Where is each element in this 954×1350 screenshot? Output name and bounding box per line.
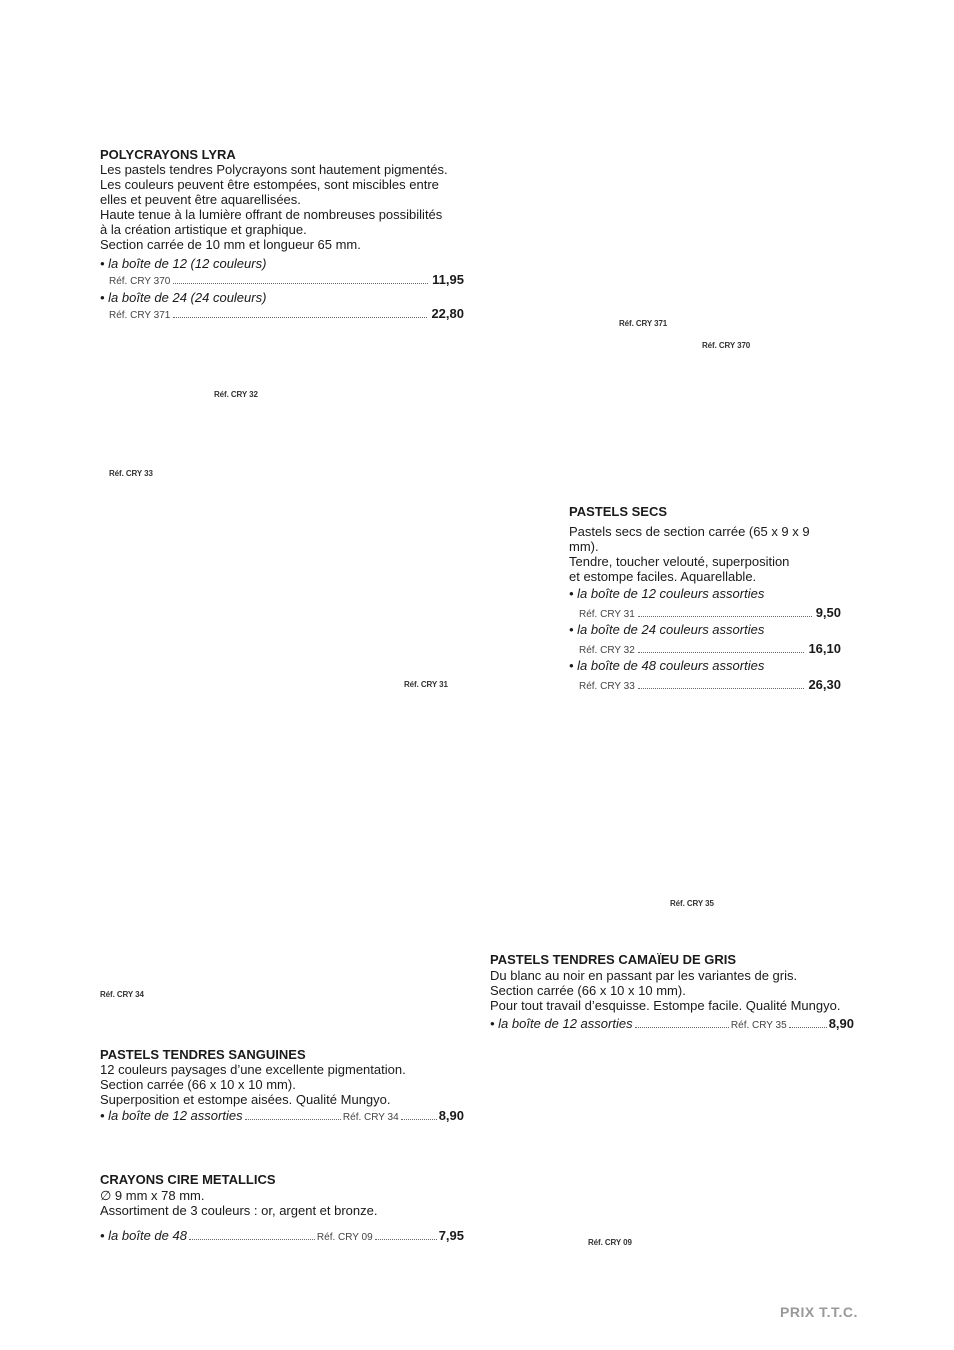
section-title: PASTELS TENDRES CAMAÏEU DE GRIS <box>490 952 737 967</box>
price: 7,95 <box>438 1228 464 1243</box>
leader-dots <box>789 1027 827 1028</box>
leader-dots <box>245 1119 341 1120</box>
section-description: 12 couleurs paysages d’une excellente pigmentation. Section carrée (66 x 10 x 10 mm). Superposition et estompe aisées. Qualité Mungyo. <box>100 1062 406 1107</box>
price: 8,90 <box>438 1108 464 1123</box>
pastels-secs-section <box>569 504 841 692</box>
price: 11,95 <box>432 272 464 287</box>
item-label: • la boîte de 24 couleurs assorties <box>569 622 765 637</box>
ref-code: Réf. CRY 35 <box>730 1020 787 1031</box>
leader-dots <box>638 616 812 617</box>
section-description: Pastels secs de section carrée (65 x 9 x 9 mm). Tendre, toucher velouté, superposition et estompe faciles. Aquarellable. <box>569 524 810 584</box>
item-label: • la boîte de 48 <box>100 1228 187 1243</box>
caption-cry-09: Réf. CRY 09 <box>588 1238 632 1247</box>
item-label: • la boîte de 24 (24 couleurs) <box>100 290 267 305</box>
ref-code: Réf. CRY 31 <box>579 609 635 620</box>
item-row <box>490 1016 854 1031</box>
price: 22,80 <box>431 306 464 321</box>
caption-cry-371: Réf. CRY 371 <box>619 319 668 328</box>
item-label: • la boîte de 12 couleurs assorties <box>569 586 765 601</box>
caption-cry-35: Réf. CRY 35 <box>670 899 714 908</box>
item-label: • la boîte de 12 (12 couleurs) <box>100 256 267 271</box>
ref-row <box>569 641 841 656</box>
ref-row <box>100 306 464 321</box>
section-title: CRAYONS CIRE METALLICS <box>100 1172 276 1187</box>
item-row <box>100 1228 464 1243</box>
price: 26,30 <box>808 677 841 692</box>
item-list <box>100 256 464 321</box>
section-title: POLYCRAYONS LYRA <box>100 147 236 162</box>
leader-dots <box>189 1239 315 1240</box>
item-label: • la boîte de 48 couleurs assorties <box>569 658 765 673</box>
polycrayons-section <box>100 147 464 321</box>
item-row <box>100 1108 464 1123</box>
leader-dots <box>638 688 805 689</box>
caption-cry-32: Réf. CRY 32 <box>214 390 258 399</box>
camaieu-section <box>490 952 854 1031</box>
cire-section <box>100 1172 464 1243</box>
section-description: ∅ 9 mm x 78 mm. Assortiment de 3 couleurs : or, argent et bronze. <box>100 1188 378 1218</box>
caption-cry-33: Réf. CRY 33 <box>109 469 153 478</box>
ref-code: Réf. CRY 371 <box>109 310 171 321</box>
price: 8,90 <box>828 1016 854 1031</box>
caption-cry-370: Réf. CRY 370 <box>702 341 751 350</box>
leader-dots <box>638 652 805 653</box>
section-description: Du blanc au noir en passant par les variantes de gris. Section carrée (66 x 10 x 10 mm). Pour tout travail d’esquisse. Estompe facile. Qualité Mungyo. <box>490 968 841 1013</box>
price: 16,10 <box>808 641 841 656</box>
sanguines-section <box>100 1047 464 1123</box>
leader-dots <box>173 283 428 284</box>
prix-ttc-footer: PRIX T.T.C. <box>780 1304 858 1320</box>
caption-cry-31: Réf. CRY 31 <box>404 680 448 689</box>
item-label: • la boîte de 12 assorties <box>100 1108 243 1123</box>
ref-row <box>569 605 841 620</box>
leader-dots <box>635 1027 729 1028</box>
ref-row <box>100 272 464 287</box>
section-description: Les pastels tendres Polycrayons sont hautement pigmentés. Les couleurs peuvent être estompées, sont miscibles entre elles et peuvent être aquarellisées. Haute tenue à la lumière offrant de nombreuses possibilités à la création artistique et graphique. Section carrée de 10 mm et longueur 65 mm. <box>100 162 448 252</box>
section-title: PASTELS TENDRES SANGUINES <box>100 1047 306 1062</box>
item-label: • la boîte de 12 assorties <box>490 1016 633 1031</box>
ref-row <box>569 677 841 692</box>
caption-cry-34: Réf. CRY 34 <box>100 990 144 999</box>
leader-dots <box>375 1239 437 1240</box>
ref-code: Réf. CRY 370 <box>109 276 171 287</box>
leader-dots <box>401 1119 437 1120</box>
ref-code: Réf. CRY 33 <box>579 681 635 692</box>
item-list <box>569 586 841 692</box>
ref-code: Réf. CRY 32 <box>579 645 635 656</box>
ref-code: Réf. CRY 09 <box>316 1232 373 1243</box>
price: 9,50 <box>815 605 841 620</box>
ref-code: Réf. CRY 34 <box>342 1112 399 1123</box>
section-title: PASTELS SECS <box>569 504 668 519</box>
leader-dots <box>173 317 427 318</box>
